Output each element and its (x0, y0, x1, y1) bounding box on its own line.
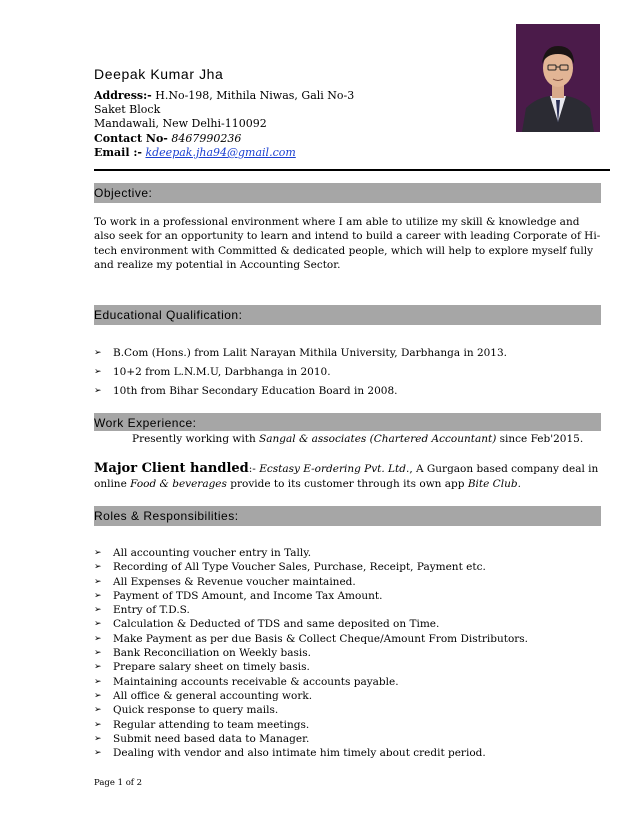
arrow-bullet-icon: ➢ (94, 548, 102, 558)
list-item: ➢ Make Payment as per due Basis & Collect Cheque/Amount From Distributors. (94, 632, 529, 645)
work-heading-bar (94, 413, 601, 431)
list-item: ➢ Quick response to query mails. (94, 704, 279, 717)
education-heading-bar (94, 305, 601, 325)
list-item: ➢ Bank Reconciliation on Weekly basis. (94, 647, 311, 660)
list-item: ➢ Regular attending to team meetings. (94, 718, 310, 731)
header-divider (94, 169, 610, 171)
candidate-name: Deepak Kumar Jha (94, 66, 224, 82)
contact-value: 8467990236 (167, 131, 242, 145)
arrow-bullet-icon: ➢ (94, 619, 102, 630)
arrow-bullet-icon: ➢ (94, 662, 102, 673)
profile-photo (516, 24, 600, 132)
list-item: ➢ Payment of TDS Amount, and Income Tax Amount. (94, 589, 383, 602)
contact-label: Contact No- (94, 131, 168, 145)
page-number: Page 1 of 2 (94, 778, 143, 788)
major-client-text: Major Client handled:- Ecstasy E-ordering Pvt. Ltd., A Gurgaon based company deal in online Food & beverages provide to its customer through its own app Bite Club. (94, 461, 599, 490)
roles-list (94, 546, 604, 760)
list-item: ➢ Recording of All Type Voucher Sales, Purchase, Receipt, Payment etc. (94, 561, 486, 574)
arrow-bullet-icon: ➢ (94, 676, 102, 687)
arrow-bullet-icon: ➢ (94, 605, 102, 616)
roles-heading: Roles & Responsibilities: (94, 509, 239, 523)
roles-heading-bar (94, 506, 601, 526)
arrow-bullet-icon: ➢ (94, 562, 102, 573)
list-item: ➢ All accounting voucher entry in Tally. (94, 547, 312, 559)
list-item: ➢ Submit need based data to Manager. (94, 732, 310, 745)
list-item: ➢ Dealing with vendor and also intimate him timely about credit period. (94, 747, 486, 760)
list-item: ➢ Prepare salary sheet on timely basis. (94, 661, 310, 674)
client-name: Ecstasy E-ordering Pvt. Ltd. (259, 463, 410, 475)
arrow-bullet-icon: ➢ (94, 633, 102, 644)
objective-heading-bar (94, 183, 601, 203)
major-client-label: Major Client handled (94, 461, 249, 476)
list-item: ➢ 10+2 from L.N.M.U, Darbhanga in 2010. (94, 363, 604, 382)
arrow-bullet-icon: ➢ (94, 367, 102, 377)
list-item: ➢ 10th from Bihar Secondary Education Board in 2008. (94, 382, 604, 401)
address-line1 (94, 89, 354, 103)
education-heading: Educational Qualification: (94, 308, 243, 322)
arrow-bullet-icon: ➢ (94, 690, 102, 701)
address-line2: Saket Block (94, 103, 161, 117)
email-link[interactable]: kdeepak.jha94@gmail.com (145, 145, 296, 159)
arrow-bullet-icon: ➢ (94, 348, 102, 358)
profile-photo-image (516, 24, 600, 132)
arrow-bullet-icon: ➢ (94, 705, 102, 716)
address-value: H.No-198, Mithila Niwas, Gali No-3 (151, 89, 355, 102)
arrow-bullet-icon: ➢ (94, 648, 102, 659)
arrow-bullet-icon: ➢ (94, 748, 102, 759)
app-name: Bite Club (467, 478, 518, 490)
work-text: Presently working with Sangal & associates (Chartered Accountant) since Feb'2015. (132, 433, 584, 445)
address-line3: Mandawali, New Delhi-110092 (94, 117, 267, 131)
arrow-bullet-icon: ➢ (94, 576, 102, 587)
objective-heading: Objective: (94, 186, 153, 200)
arrow-bullet-icon: ➢ (94, 386, 102, 396)
work-heading: Work Experience: (94, 416, 197, 430)
email-line (94, 146, 354, 160)
list-item: ➢ All Expenses & Revenue voucher maintained. (94, 575, 356, 588)
arrow-bullet-icon: ➢ (94, 733, 102, 744)
address-label: Address:- (94, 89, 152, 102)
objective-text: To work in a professional environment where I am able to utilize my skill & knowledge and also seek for an opportunity to learn and intend to build a career with leading Corporate of Hi-tech environment with Committed & dedicated people, which will help to explore myself fully and realize my potential in Accounting Sector. (94, 216, 601, 271)
list-item: ➢ Calculation & Deducted of TDS and same deposited on Time. (94, 618, 440, 631)
arrow-bullet-icon: ➢ (94, 719, 102, 730)
list-item: ➢ B.Com (Hons.) from Lalit Narayan Mithila University, Darbhanga in 2013. (94, 344, 604, 363)
company-name: Sangal & associates (Chartered Accountant) (259, 433, 497, 445)
list-item: ➢ Entry of T.D.S. (94, 604, 190, 617)
contact-line (94, 132, 354, 146)
list-item: ➢ Maintaining accounts receivable & accounts payable. (94, 675, 399, 688)
education-list (94, 344, 604, 401)
email-label: Email :- (94, 145, 142, 159)
arrow-bullet-icon: ➢ (94, 590, 102, 601)
list-item: ➢ All office & general accounting work. (94, 689, 313, 702)
contact-block (94, 89, 354, 160)
